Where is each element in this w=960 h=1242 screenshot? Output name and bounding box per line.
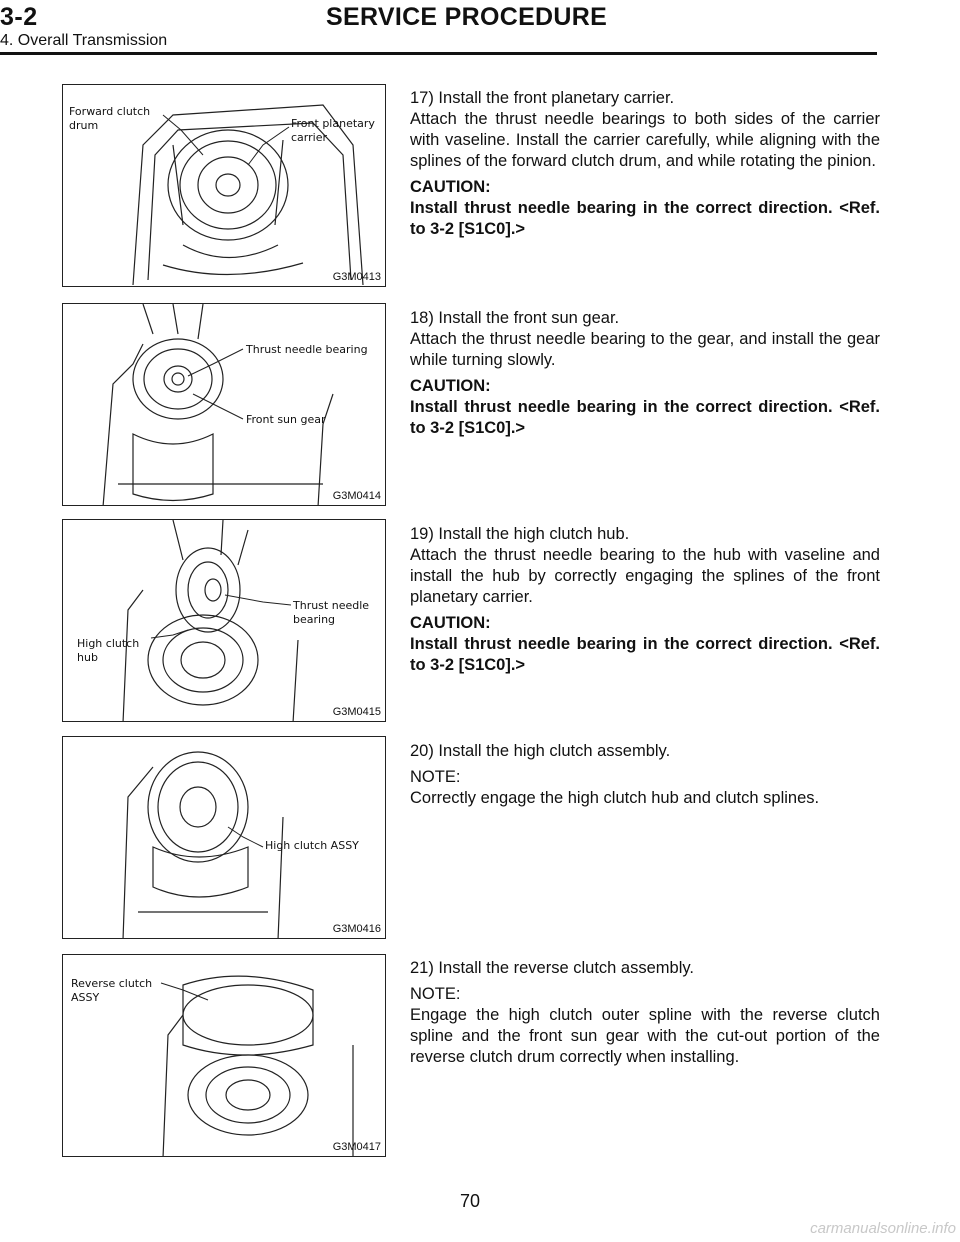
watermark: carmanualsonline.info [810,1220,956,1237]
step-title: 20) Install the high clutch assembly. [410,742,671,760]
step-17 [410,88,880,240]
caution-label: CAUTION: [410,614,491,632]
callout-label: Reverse clutch [71,977,153,990]
step-body: Attach the thrust needle bearing to the gear, and install the gear while turning slowly. [410,330,880,369]
figure-front-sun-gear [62,303,386,506]
step-body: Attach the thrust needle bearing to the hub with vaseline and install the hub by correctly engaging the splines of the front planetary carrier. [410,546,880,606]
figure-reverse-clutch-assy [62,954,386,1157]
step-18 [410,308,880,439]
page-number: 70 [459,1191,481,1211]
caution-label: CAUTION: [410,178,491,196]
note-label: NOTE: [410,768,461,786]
caution-text: Install thrust needle bearing in the correct direction. <Ref. to 3-2 [S1C0].> [410,635,880,674]
callout-label: Thrust needle bearing [246,343,368,356]
figure-id: G3M0416 [332,923,381,935]
step-title: 21) Install the reverse clutch assembly. [410,959,694,977]
callout-label: Front planetary [291,117,375,130]
transmission-illustration [63,737,386,939]
note-text: Engage the high clutch outer spline with the reverse clutch spline and the front sun gear with the cut-out portion of the reverse clutch drum correctly when installing. [410,1006,880,1066]
callout-label: High clutch ASSY [265,839,359,852]
step-title: 19) Install the high clutch hub. [410,525,630,543]
page-title: SERVICE PROCEDURE [326,3,608,31]
callout-label: Forward clutch [69,105,151,118]
transmission-illustration [63,304,386,506]
step-body: Attach the thrust needle bearings to both sides of the carrier with vaseline. Install the carrier carefully, while aligning with the splines of the forward clutch drum, and while rotating the pinion. [410,110,880,170]
callout-label: Thrust needle [293,599,370,612]
callout-label: ASSY [71,991,100,1004]
note-label: NOTE: [410,985,461,1003]
step-21 [410,958,880,1068]
figure-id: G3M0417 [332,1141,381,1153]
figure-id: G3M0415 [332,706,381,718]
transmission-illustration [63,520,386,722]
header-rule [0,52,877,55]
caution-label: CAUTION: [410,377,491,395]
figure-id: G3M0413 [332,271,381,283]
note-text: Correctly engage the high clutch hub and clutch splines. [410,789,820,807]
step-19 [410,524,880,676]
step-20 [410,741,880,809]
transmission-illustration [63,85,386,287]
callout-label: carrier [291,131,327,144]
figure-high-clutch-assy [62,736,386,939]
callout-label: drum [69,119,99,132]
callout-label: hub [77,651,98,664]
section-number: 3-2 [0,3,38,31]
figure-high-clutch-hub [62,519,386,722]
callout-label: High clutch [77,637,140,650]
figure-front-planetary-carrier [62,84,386,287]
section-subtitle: 4. Overall Transmission [0,32,168,49]
step-title: 17) Install the front planetary carrier. [410,89,675,107]
caution-text: Install thrust needle bearing in the correct direction. <Ref. to 3-2 [S1C0].> [410,398,880,437]
figure-id: G3M0414 [332,490,381,502]
caution-text: Install thrust needle bearing in the correct direction. <Ref. to 3-2 [S1C0].> [410,199,880,238]
callout-label: bearing [293,613,336,626]
transmission-illustration [63,955,386,1157]
callout-label: Front sun gear [246,413,326,426]
step-title: 18) Install the front sun gear. [410,309,620,327]
